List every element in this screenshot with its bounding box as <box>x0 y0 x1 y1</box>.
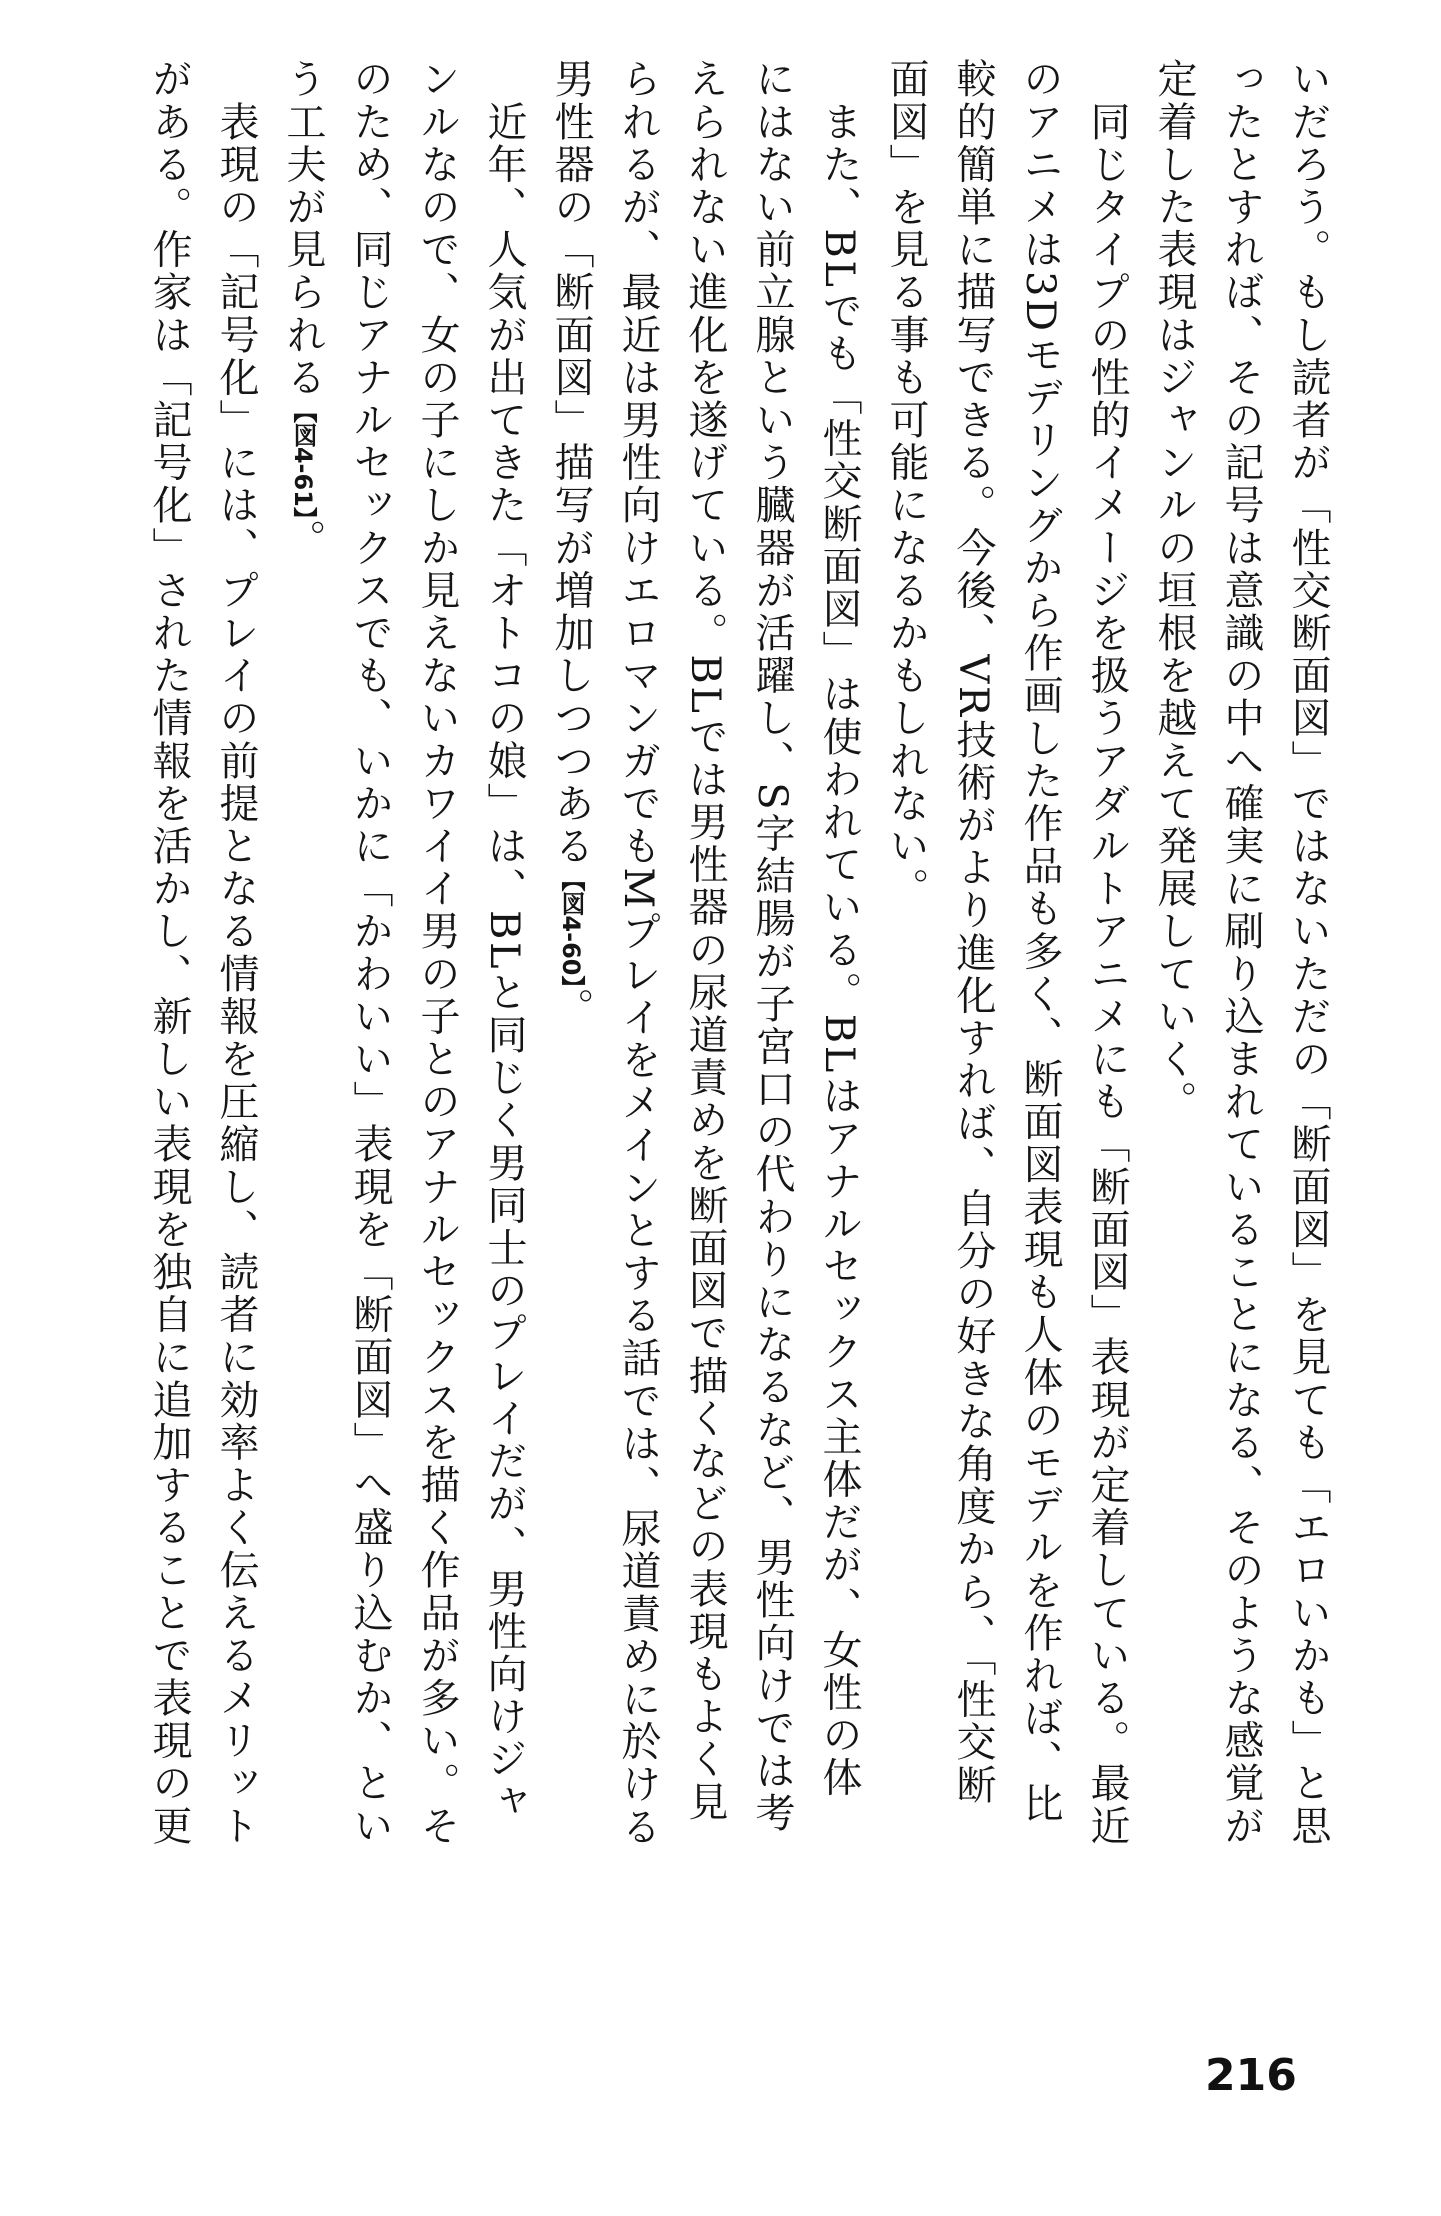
text-line <box>1006 58 1073 1878</box>
text-line <box>872 58 939 1878</box>
line-text: また、BLでも「性交断面図」は使われている。BLはアナルセックス主体だが、女性の体 <box>816 58 862 1800</box>
text-line <box>470 58 537 1878</box>
figure-reference: 【図4-60】 <box>557 867 585 988</box>
line-text: 定着した表現はジャンルの垣根を越えて発展していく。 <box>1151 58 1197 1123</box>
line-text: にはない前立腺という臓器が活躍し、S字結腸が子宮口の代わりになるなど、男性向けでは考 <box>749 58 795 1835</box>
line-text: ったとすれば、その記号は意識の中へ確実に刷り込まれていることになる、そのような感覚が <box>1218 58 1264 1848</box>
line-tail: 。 <box>548 987 594 1031</box>
text-line <box>1073 58 1140 1878</box>
line-text: のアニメは3Dモデリングから作画した作品も多く、断面図表現も人体のモデルを作れば、比 <box>1017 58 1063 1825</box>
line-text: えられない進化を遂げている。BLでは男性器の尿道責めを断面図で描くなどの表現もよく見 <box>682 58 728 1824</box>
text-line <box>537 58 604 1878</box>
line-text: がある。作家は「記号化」された情報を活かし、新しい表現を独自に追加することで表現の更 <box>146 58 192 1848</box>
line-tail: 。 <box>280 518 326 562</box>
text-line <box>738 58 805 1878</box>
line-text: 較的簡単に描写できる。今後、VR技術がより進化すれば、自分の好きな角度から、「性交断 <box>950 58 996 1807</box>
line-text: のため、同じアナルセックスでも、いかに「かわいい」表現を「断面図」へ盛り込むか、とい <box>347 58 393 1848</box>
page-number: 216 <box>1205 2050 1297 2101</box>
line-text: 表現の「記号化」には、プレイの前提となる情報を圧縮し、読者に効率よく伝えるメリット <box>213 58 259 1848</box>
line-text: ンルなので、女の子にしか見えないカワイイ男の子とのアナルセックスを描く作品が多い。そ <box>414 58 460 1848</box>
body-text <box>135 58 1341 1878</box>
text-line <box>135 58 202 1878</box>
text-line <box>1207 58 1274 1878</box>
line-text: いだろう。もし読者が「性交断面図」ではないただの「断面図」を見ても「エロいかも」と思 <box>1285 58 1331 1848</box>
text-line <box>1274 58 1341 1878</box>
line-text: 近年、人気が出てきた「オトコの娘」は、BLと同じく男同士のプレイだが、男性向けジャ <box>481 58 527 1824</box>
line-text: られるが、最近は男性向けエロマンガでもMプレイをメインとする話では、尿道責めに於ける <box>615 58 661 1849</box>
line-text: う工夫が見られる <box>280 58 326 399</box>
text-line <box>671 58 738 1878</box>
text-line <box>202 58 269 1878</box>
line-text: 同じタイプの性的イメージを扱うアダルトアニメにも「断面図」表現が定着している。最近 <box>1084 58 1130 1848</box>
text-line <box>269 58 336 1878</box>
text-line <box>805 58 872 1878</box>
text-line <box>1140 58 1207 1878</box>
text-line <box>403 58 470 1878</box>
line-text: 男性器の「断面図」描写が増加しつつある <box>548 58 594 868</box>
text-line <box>939 58 1006 1878</box>
line-text: 面図」を見る事も可能になるかもしれない。 <box>883 58 929 910</box>
text-line <box>336 58 403 1878</box>
figure-reference: 【図4-61】 <box>289 398 317 519</box>
text-line <box>604 58 671 1878</box>
